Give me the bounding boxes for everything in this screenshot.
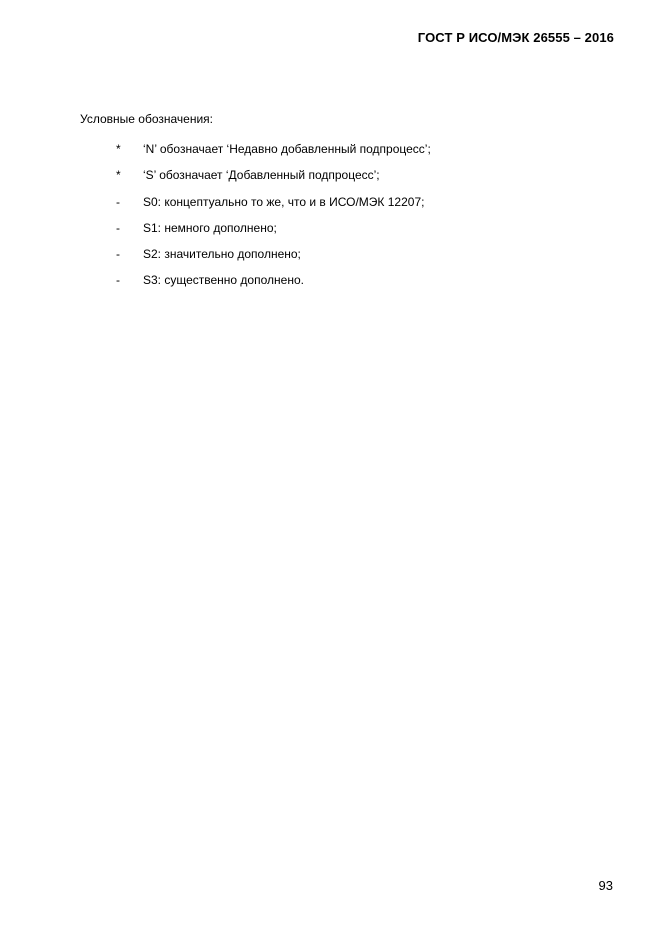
- dash-marker: -: [116, 273, 120, 288]
- document-header: ГОСТ Р ИСО/МЭК 26555 – 2016: [417, 30, 614, 45]
- asterisk-marker: *: [116, 142, 121, 156]
- legend-title: Условные обозначения:: [80, 112, 213, 126]
- legend-item: [0, 221, 661, 247]
- legend-item-text: ‘S’ обозначает ‘Добавленный подпроцесс’;: [143, 168, 380, 183]
- legend-item-text: S3: существенно дополнено.: [143, 273, 304, 288]
- asterisk-marker: *: [116, 168, 121, 183]
- legend-item-text: S0: концептуально то же, что и в ИСО/МЭК 12207;: [143, 194, 425, 209]
- legend-item: [0, 273, 661, 299]
- legend-item: [0, 195, 661, 221]
- dash-marker: -: [116, 220, 120, 235]
- legend-item-text: ‘N’ обозначает ‘Недавно добавленный подпроцесс’;: [143, 142, 431, 156]
- legend-item-text: S2: значительно дополнено;: [143, 247, 301, 262]
- dash-marker: -: [116, 194, 120, 209]
- legend-item: [0, 142, 661, 168]
- legend-item: [0, 168, 661, 194]
- legend-item-text: S1: немного дополнено;: [143, 220, 277, 235]
- legend-list: [0, 142, 661, 300]
- page-number: 93: [598, 878, 613, 893]
- dash-marker: -: [116, 247, 120, 262]
- legend-item: [0, 247, 661, 273]
